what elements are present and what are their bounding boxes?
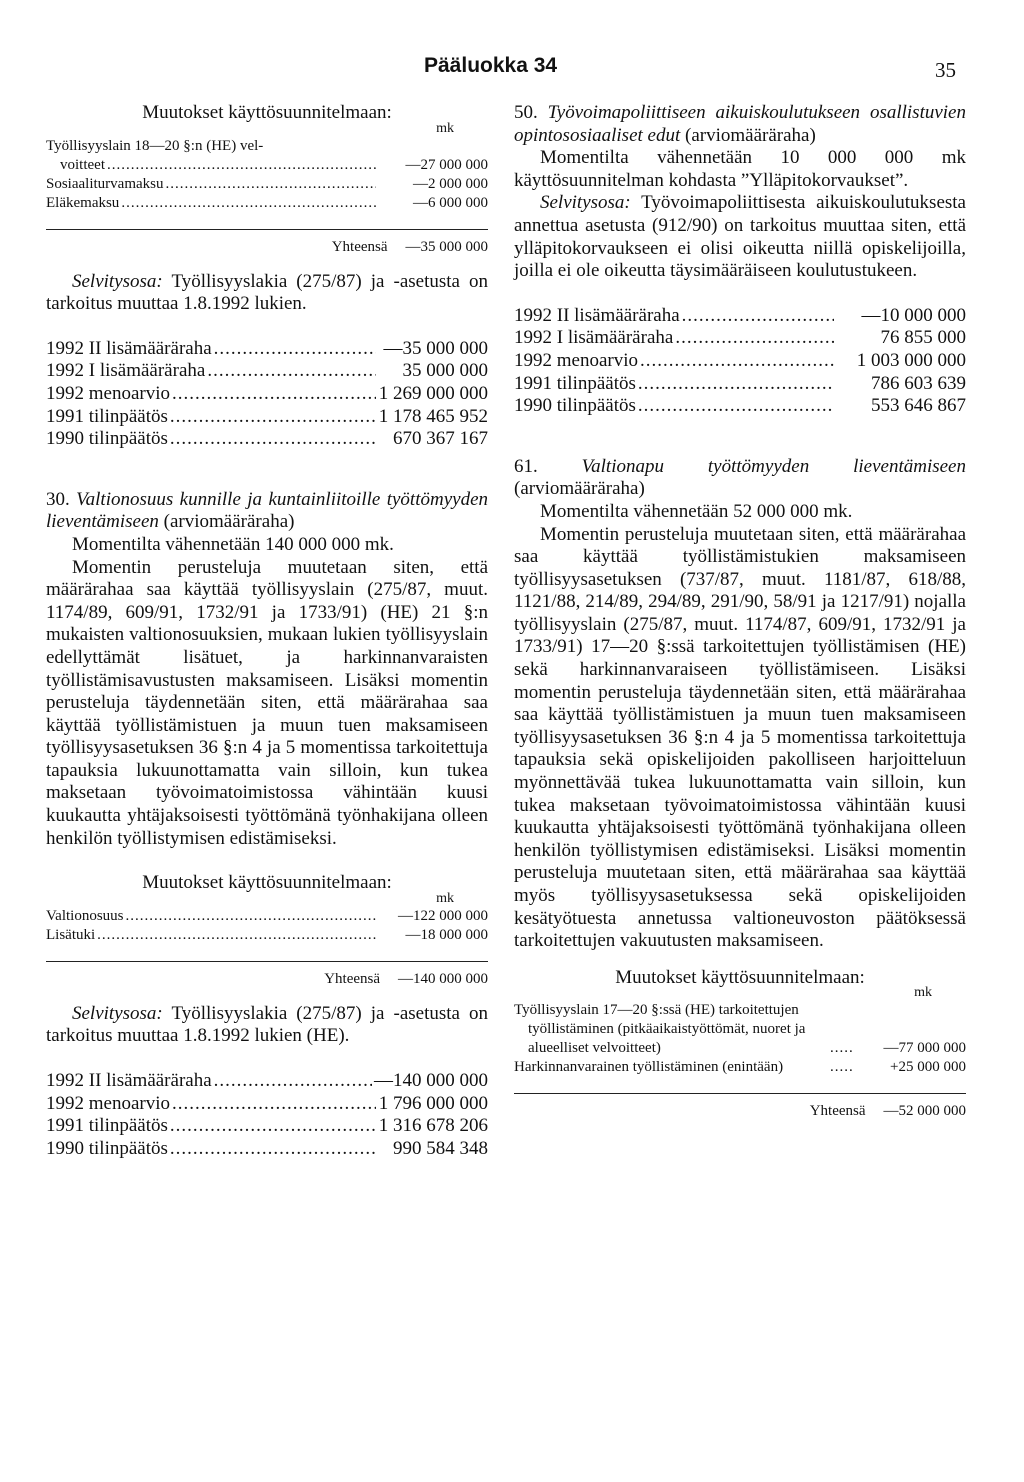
running-title: Pääluokka 34 — [424, 54, 558, 77]
item-61-body: Momentin perusteluja muutetaan siten, että määrärahaa saa käyttää työllistämistukien maksamiseen työllisyysasetuksen (737/87, muut. 1181/87, 618/88, 1121/88, 214/89, 294/89, 291/90, 58/91 ja 1217/91) nojalla työllisyyslain (275/87, muut. 1174/87, 609/91, 1732/91 ja 1733/91) 17—20 §:ssä tarkoitettujen työllistämisen (HE) sekä harkinnanvaraiseen työllistämiseen. Lisäksi momentin perusteluja täydennetään siten, että määrärahaa saa käyttää työllistämistuen ja muun tuen maksamiseen työllisyysasetuksen 36 §:n 4 ja 5 momentissa tarkoitettuja tapauksia sekä opiskelijoiden pakolliseen harjoitteluun myönnettävää tukea lukuunottamatta vain silloin, kun tukea maksetaan työvoimatoimistossa vähintään kuusi kuukautta yhtäjaksoisesti työttömänä työnhakijana olleen henkilön työllistymisen edistämiseksi. Lisäksi momentin perusteluja muutetaan siten, että määrärahaa saa käyttää myös työllisyysasetuksessa sekä opiskelijoiden kesätyötuesta annetussa valtioneuvoston päätöksessä tarkoitettujen vakuutusten maksamiseen. — [514, 523, 966, 952]
table-row: Valtionosuus ..... —122 000 000 — [46, 907, 488, 926]
item-30-title: 30. Valtionosuus kunnille ja kuntainliitoille työttömyyden lieventämiseen (arviomääräraha) — [46, 488, 489, 533]
table-row: Työllisyyslain 17—20 §:ssä (HE) tarkoitettujen työllistäminen (pitkäaikaistyöttömät, nuoret ja alueelliset velvoitteet) ..... —77 000 000 — [514, 1001, 966, 1058]
changes-table — [46, 137, 488, 213]
changes-table — [46, 907, 488, 945]
table-row: voitteet ..... —27 000 000 — [46, 156, 488, 175]
table-row: 1991 tilinpäätös ..... 1 178 465 952 — [46, 406, 488, 429]
right-column — [514, 102, 966, 1121]
table-row: 1992 menoarvio ..... 1 796 000 000 — [46, 1093, 488, 1116]
changes-heading: Muutokset käyttösuunnitelmaan: — [142, 102, 392, 123]
table-row: 1992 menoarvio ..... 1 269 000 000 — [46, 383, 488, 406]
changes-table — [514, 1001, 966, 1077]
selvitysosa-paragraph: Selvitysosa: Työllisyyslakia (275/87) ja -asetusta on tarkoitus muuttaa 1.8.1992 lukien. — [46, 270, 488, 315]
table-row: 1992 II lisämääräraha ..... —140 000 000 — [46, 1070, 488, 1093]
table-row: 1992 II lisämääräraha ..... —10 000 000 — [514, 305, 966, 328]
unit-label: mk — [436, 120, 454, 136]
table-row: Lisätuki ..... —18 000 000 — [46, 926, 488, 945]
selvitysosa-paragraph: Selvitysosa: Työvoimapoliittisesta aikuiskoulutuksesta annettua asetusta (912/90) on tarkoitus muuttaa siten, että ylläpitokorvaukseen ei olisi oikeutta niillä opiskelijoilla, joilla ei ole oikeutta täysimääräiseen koulutustukeen. — [514, 192, 966, 282]
table-row: Eläkemaksu ..... —6 000 000 — [46, 194, 488, 213]
budget-table — [46, 338, 488, 451]
item-61-reduction: Momentilta vähennetään 52 000 000 mk. — [540, 500, 853, 522]
table-row: 1992 I lisämääräraha ..... 76 855 000 — [514, 327, 966, 350]
item-61-title: 61. Valtionapu työttömyyden lieventämiseen (arviomääräraha) — [514, 455, 966, 500]
unit-label: mk — [436, 890, 454, 906]
budget-table — [514, 305, 966, 418]
table-row: 1992 I lisämääräraha ..... 35 000 000 — [46, 360, 488, 383]
table-row-label: Työllisyyslain 18—20 §:n (HE) vel- — [46, 137, 264, 154]
page-number: 35 — [935, 58, 956, 82]
table-row: 1990 tilinpäätös ..... 553 646 867 — [514, 395, 966, 418]
item-30-reduction: Momentilta vähennetään 140 000 000 mk. — [72, 533, 394, 555]
page-header — [0, 44, 1024, 84]
selvitysosa-paragraph: Selvitysosa: Työllisyyslakia (275/87) ja -asetusta on tarkoitus muuttaa 1.8.1992 lukien (HE). — [46, 1002, 488, 1047]
divider — [46, 961, 488, 962]
table-row: 1990 tilinpäätös ..... 670 367 167 — [46, 428, 488, 451]
budget-table — [46, 1070, 488, 1160]
table-row: 1992 II lisämääräraha ..... —35 000 000 — [46, 338, 488, 361]
divider — [514, 1093, 966, 1094]
total-row: Yhteensä —35 000 000 — [331, 238, 488, 255]
total-row: Yhteensä —140 000 000 — [324, 970, 488, 987]
table-row: 1991 tilinpäätös ..... 786 603 639 — [514, 373, 966, 396]
table-row: 1990 tilinpäätös ..... 990 584 348 — [46, 1138, 488, 1161]
item-50-title: 50. Työvoimapoliittiseen aikuiskoulutukseen osallistuvien opintososiaaliset edut (arviomääräraha) — [514, 102, 966, 146]
table-row: 1991 tilinpäätös ..... 1 316 678 206 — [46, 1115, 488, 1138]
unit-label: mk — [914, 985, 932, 1001]
left-column — [46, 102, 488, 1160]
total-row: Yhteensä —52 000 000 — [809, 1103, 966, 1120]
item-30-body: Momentin perusteluja muutetaan siten, että määrärahaa saa käyttää työllisyyslain (275/87, muut. 1174/89, 609/91, 1732/91 ja 1733/91) (HE) 21 §:n mukaisten valtionosuuksien, mukaan lukien työllisyyslain edellyttämät lisätuet, ja harkinnanvaraisten työllistämisavustusten maksamiseen. Lisäksi momentin perusteluja täydennetään siten, että määrärahaa saa käyttää työllistämistuen ja muun tuen maksamiseen työllisyysasetuksen 36 §:n 4 ja 5 momentissa tarkoitettuja tapauksia lukuunottamatta vain silloin, kun tukea maksetaan työvoimatoimistossa vähintään kuusi kuukautta yhtäjaksoisesti työttömänä työnhakijana olleen henkilön työllistymisen edistämiseksi. — [46, 556, 488, 849]
changes-heading: Muutokset käyttösuunnitelmaan: — [615, 966, 865, 988]
divider — [46, 229, 488, 230]
table-row: Sosiaaliturvamaksu ..... —2 000 000 — [46, 175, 488, 194]
item-50-reduction: Momentilta vähennetään 10 000 000 mk käyttösuunnitelman kohdasta ”Ylläpitokorvaukset”. — [514, 147, 966, 191]
table-row: Harkinnanvarainen työllistäminen (enintään) ..... +25 000 000 — [514, 1058, 966, 1077]
table-row: 1992 menoarvio ..... 1 003 000 000 — [514, 350, 966, 373]
changes-heading: Muutokset käyttösuunnitelmaan: — [142, 872, 392, 894]
